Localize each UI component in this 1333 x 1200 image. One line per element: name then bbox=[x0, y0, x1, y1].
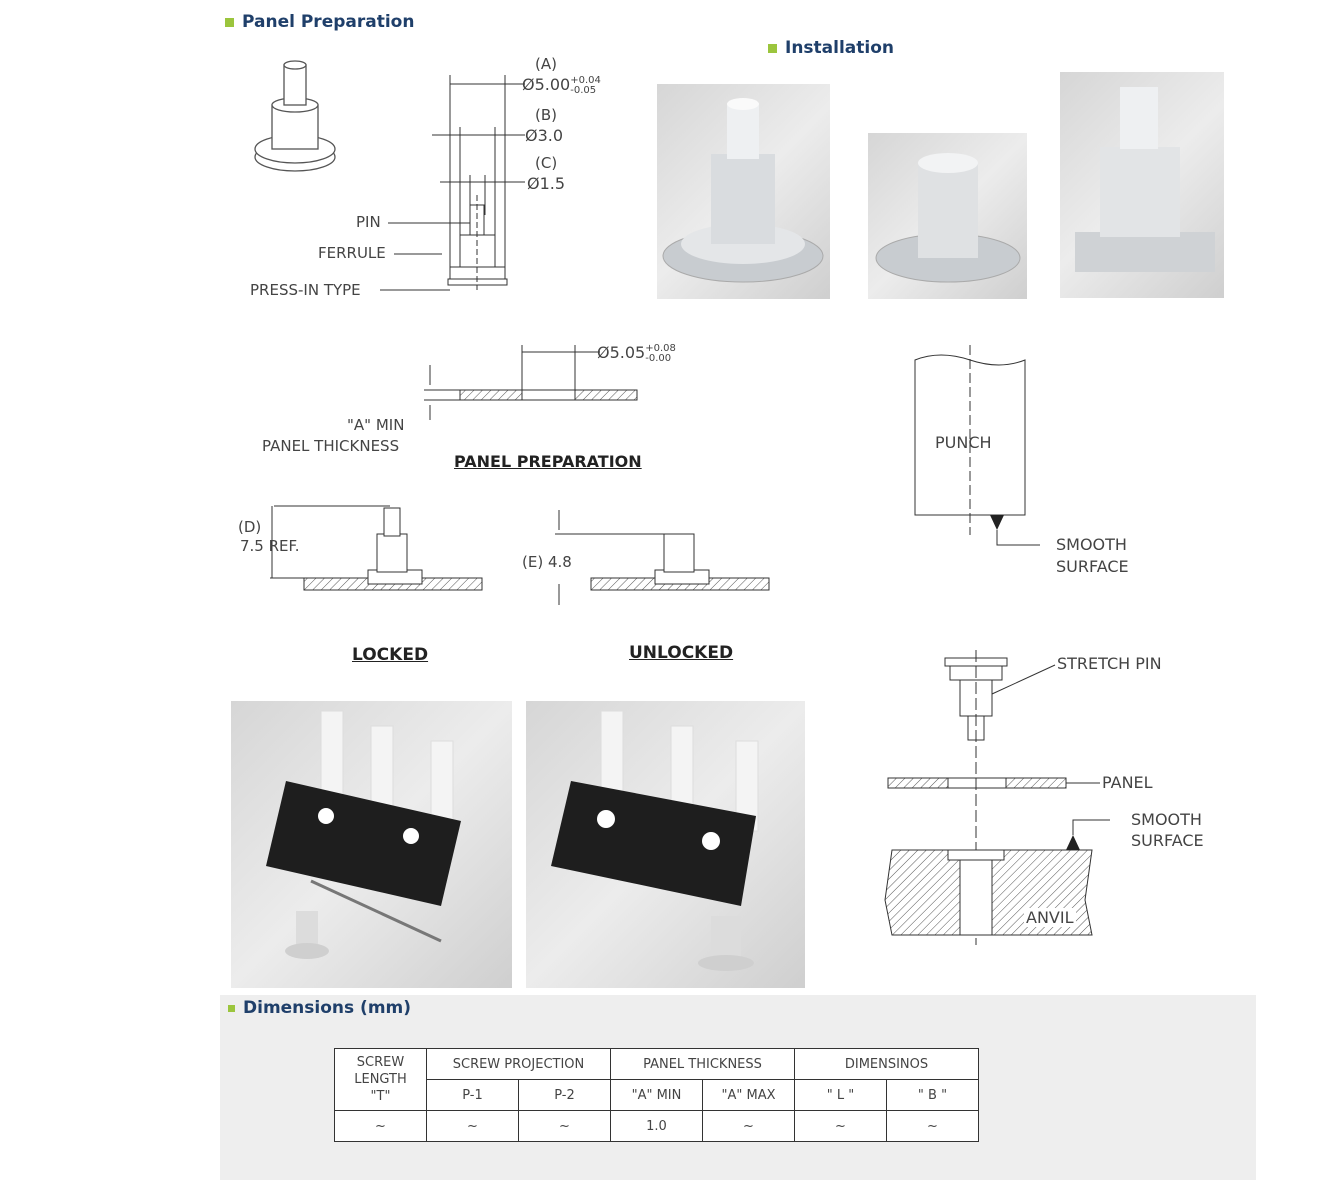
dim-c-value: Ø1.5 bbox=[527, 174, 566, 193]
table-cell: ~ bbox=[519, 1111, 611, 1142]
dim-a-value: Ø5.00+0.04 -0.05 bbox=[522, 74, 601, 96]
table-cell: ~ bbox=[335, 1111, 427, 1142]
unlocked-photo bbox=[526, 701, 805, 988]
dim-e-label: (E) 4.8 bbox=[522, 553, 572, 571]
pin-3d-sketch bbox=[250, 55, 340, 185]
panel-label: PANEL bbox=[1102, 773, 1153, 792]
a-min-label: "A" MIN bbox=[347, 416, 405, 434]
installation-photo-2 bbox=[868, 133, 1027, 299]
locked-photo bbox=[231, 701, 512, 988]
installation-photo-3 bbox=[1060, 72, 1224, 298]
sub-header-p2: P-2 bbox=[519, 1080, 611, 1111]
ferrule-label: FERRULE bbox=[318, 244, 386, 262]
dim-c-label: (C) bbox=[535, 154, 558, 172]
unlocked-dimension-drawing bbox=[545, 500, 785, 610]
hole-diameter: Ø5.05+0.08 -0.00 bbox=[597, 342, 676, 364]
panel-thickness-label: PANEL THICKNESS bbox=[262, 437, 400, 455]
table-row bbox=[335, 1111, 979, 1142]
table-cell: 1.0 bbox=[611, 1111, 703, 1142]
table-cell: ~ bbox=[795, 1111, 887, 1142]
stretch-pin-label: STRETCH PIN bbox=[1057, 654, 1162, 673]
header-dimensions: DIMENSINOS bbox=[795, 1049, 979, 1080]
dimensions-table bbox=[334, 1048, 979, 1142]
sub-header-a-max: "A" MAX bbox=[703, 1080, 795, 1111]
dim-d-label: (D) bbox=[238, 518, 262, 536]
panel-preparation-caption: PANEL PREPARATION bbox=[454, 452, 642, 471]
smooth-label-2: SMOOTH bbox=[1131, 810, 1202, 829]
header-panel-thickness: PANEL THICKNESS bbox=[611, 1049, 795, 1080]
press-in-label: PRESS-IN TYPE bbox=[250, 281, 361, 299]
surface-label-1: SURFACE bbox=[1056, 557, 1129, 576]
dimensions-heading: Dimensions (mm) bbox=[228, 998, 411, 1018]
dim-a-label: (A) bbox=[535, 55, 557, 73]
anvil-label: ANVIL bbox=[1026, 908, 1074, 927]
punch-label: PUNCH bbox=[935, 433, 992, 452]
locked-caption: LOCKED bbox=[352, 645, 429, 665]
dim-b-label: (B) bbox=[535, 106, 557, 124]
table-cell: ~ bbox=[427, 1111, 519, 1142]
smooth-label-1: SMOOTH bbox=[1056, 535, 1127, 554]
surface-label-2: SURFACE bbox=[1131, 831, 1204, 850]
unlocked-caption: UNLOCKED bbox=[629, 643, 734, 663]
bullet-icon bbox=[228, 1005, 235, 1012]
bullet-icon bbox=[225, 18, 234, 27]
header-screw-projection: SCREW PROJECTION bbox=[427, 1049, 611, 1080]
dim-b-value: Ø3.0 bbox=[525, 126, 564, 145]
installation-heading: Installation bbox=[768, 38, 894, 58]
header-screw-length: SCREW LENGTH "T" bbox=[335, 1049, 427, 1111]
pin-leader-lines bbox=[380, 215, 480, 300]
bullet-icon bbox=[768, 44, 777, 53]
sub-header-b: " B " bbox=[887, 1080, 979, 1111]
table-cell: ~ bbox=[703, 1111, 795, 1142]
sub-header-a-min: "A" MIN bbox=[611, 1080, 703, 1111]
sub-header-l: " L " bbox=[795, 1080, 887, 1111]
dim-d-value: 7.5 REF. bbox=[240, 537, 300, 555]
pin-label: PIN bbox=[356, 213, 381, 231]
anvil-drawing bbox=[880, 650, 1130, 950]
panel-preparation-heading: Panel Preparation bbox=[225, 12, 414, 32]
sub-header-p1: P-1 bbox=[427, 1080, 519, 1111]
table-cell: ~ bbox=[887, 1111, 979, 1142]
installation-photo-1 bbox=[657, 84, 830, 299]
